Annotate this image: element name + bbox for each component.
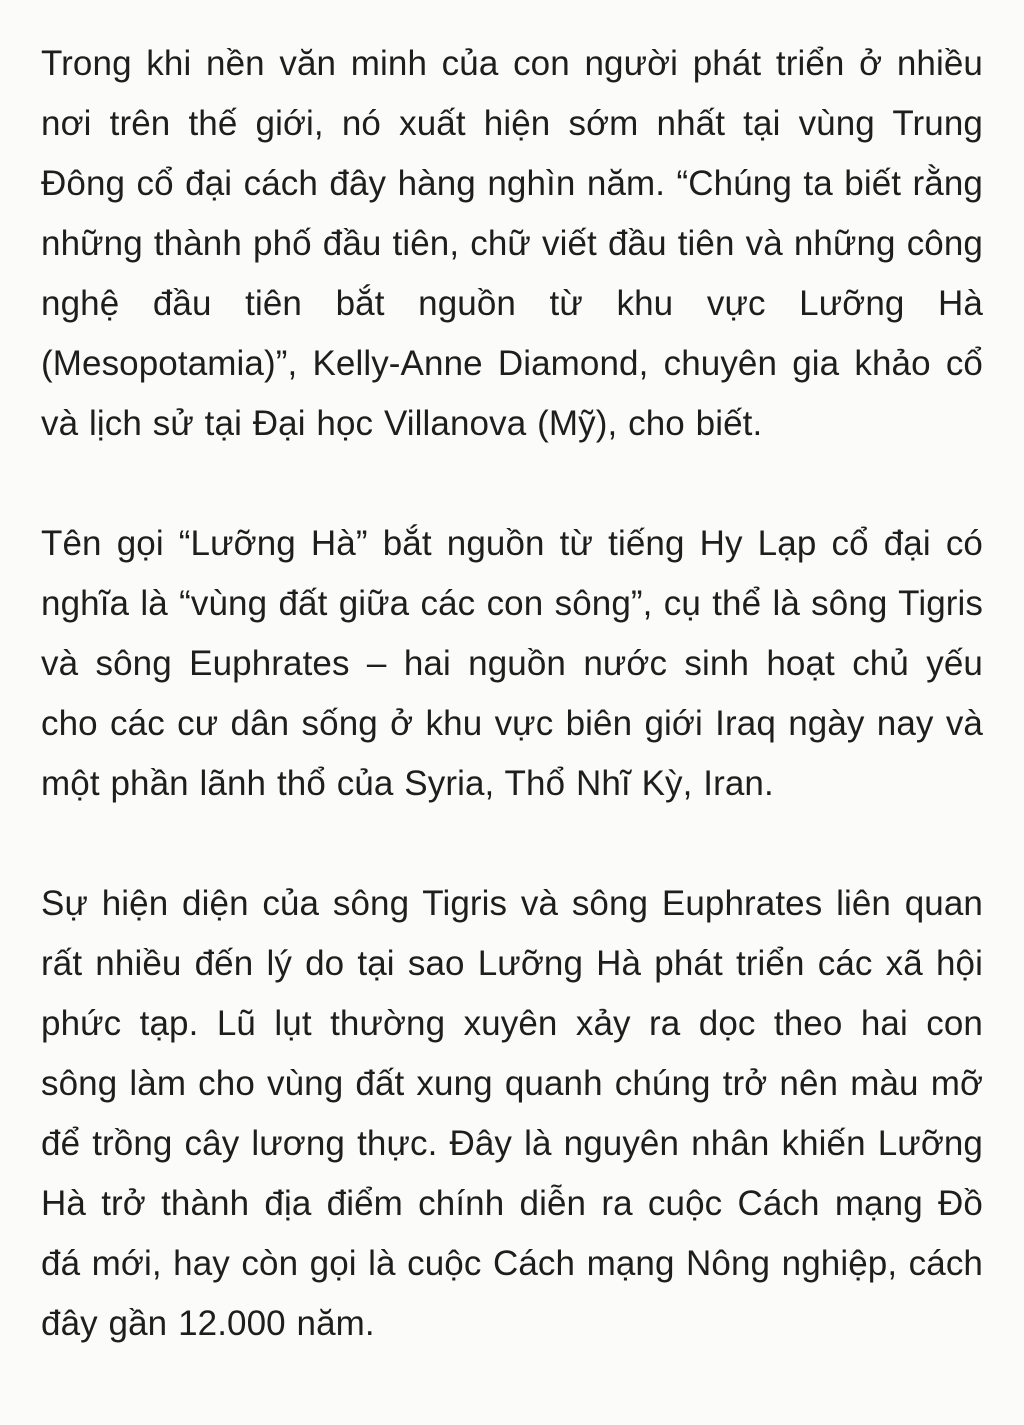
paragraph-name-meaning: Tên gọi “Lưỡng Hà” bắt nguồn từ tiếng Hy Lạp cổ đại có nghĩa là “vùng đất giữa các con sông”, cụ thể là sông Tigris và sông Euphrates – hai nguồn nước sinh hoạt chủ yếu cho các cư dân sống ở khu vực biên giới Iraq ngày nay và một phần lãnh thổ của Syria, Thổ Nhĩ Kỳ, Iran. bbox=[41, 524, 983, 803]
paragraph-mesopotamia-origin: Trong khi nền văn minh của con người phát triển ở nhiều nơi trên thế giới, nó xuất hiện sớm nhất tại vùng Trung Đông cổ đại cách đây hàng nghìn năm. “Chúng ta biết rằng những thành phố đầu tiên, chữ viết đầu tiên và những công nghệ đầu tiên bắt nguồn từ khu vực Lưỡng Hà (Mesopotamia)”, Kelly-Anne Diamond, chuyên gia khảo cổ và lịch sử tại Đại học Villanova (Mỹ), cho biết. bbox=[41, 44, 983, 443]
paragraph-rivers-agriculture: Sự hiện diện của sông Tigris và sông Euphrates liên quan rất nhiều đến lý do tại sao Lưỡng Hà phát triển các xã hội phức tạp. Lũ lụt thường xuyên xảy ra dọc theo hai con sông làm cho vùng đất xung quanh chúng trở nên màu mỡ để trồng cây lương thực. Đây là nguyên nhân khiến Lưỡng Hà trở thành địa điểm chính diễn ra cuộc Cách mạng Đồ đá mới, hay còn gọi là cuộc Cách mạng Nông nghiệp, cách đây gần 12.000 năm. bbox=[41, 884, 983, 1343]
